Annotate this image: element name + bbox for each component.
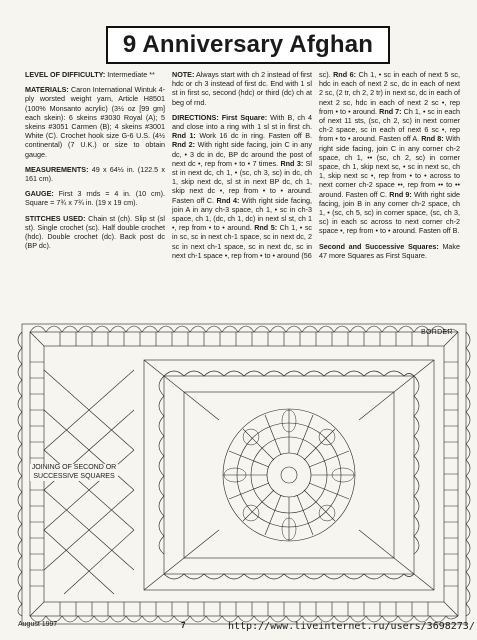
rnd8-label: Rnd 8: — [421, 134, 444, 144]
directions-paragraph — [172, 113, 312, 260]
materials-paragraph — [25, 85, 165, 159]
continued-text: sc). — [319, 70, 331, 79]
column-2 — [172, 70, 312, 266]
rnd2-label: Rnd 2: — [172, 140, 195, 150]
footer-date: August 1997 — [18, 621, 58, 628]
joining-label: JOINING OF SECOND OR SUCCESSIVE SQUARES — [31, 464, 117, 480]
stitches-text: Chain st (ch). Slip st (sl st). Single crochet (sc). Half double crochet (hdc). Double crochet (dc). Back post dc (BP dc). — [25, 213, 166, 251]
measurements-label: MEASUREMENTS: — [25, 164, 89, 174]
rnd4-label: Rnd 4: — [216, 195, 240, 205]
page-number: 7 — [181, 621, 186, 630]
stitches-label: STITCHES USED: — [25, 213, 86, 223]
rnd7-text: Ch 1, • sc in each of next 11 sts, (sc, ch 2, sc) in next corner ch-2 space, sc in each of next 6 sc •, rep from • to • around. Fasten off A. — [319, 106, 461, 144]
rnd8-text: With right side facing, join C in any corner ch-2 space, ch 1, •• (sc, ch 2, sc) in corner space, ch 1, skip next sc, • sc in next sc, ch 1, skip next sc •, rep from • to • across to next corner ch-2 space ••, rep from •• to •• around. Fasten off C. — [319, 134, 460, 199]
source-url: http://www.liveinternet.ru/users/3698273/ — [228, 621, 475, 632]
directions-label: DIRECTIONS: First Square: — [172, 112, 268, 122]
note-paragraph — [172, 70, 312, 107]
second-squares-text: Make 47 more Squares as First Square. — [319, 241, 461, 260]
rnd6-text: Ch 1, • sc in each of next 5 sc, hdc in each of next 2 sc, dc in each of next 2 sc, (2 tr, ch 2, 2 tr) in next sc, dc in each of next 2 sc, hdc in each of next 2 sc •, rep from • to • around. — [319, 70, 461, 116]
rnd7-label: Rnd 7: — [379, 106, 402, 116]
note-text: Always start with ch 2 instead of first hdc or ch 3 instead of first dc. End with 1 sl st in first sc, second (hdc) or third (dc) ch at beg of rnd. — [172, 70, 312, 107]
rnd9-label: Rnd 9: — [389, 189, 412, 199]
stitches-paragraph — [25, 214, 165, 251]
gauge-text: First 3 rnds = 4 in. (10 cm). Square = 7¾ x 7¾ in. (19 x 19 cm). — [25, 189, 166, 208]
level-label: LEVEL OF DIFFICULTY: — [25, 70, 106, 79]
directions-text: With B, ch 4 and close into a ring with 1 sl st in first ch. — [172, 112, 312, 132]
note-label: NOTE: — [172, 70, 195, 79]
measurements-paragraph — [25, 165, 165, 183]
rnd4-text: With right side facing, join A in any ch-3 space, ch 1, • sc in ch-3 space, ch 1, (dc, ch 1, dc) in next sl st, ch 1 •, rep from • to • around. — [172, 195, 313, 233]
gauge-paragraph — [25, 189, 165, 207]
measurements-text: 49 x 64½ in. (122.5 x 161 cm). — [25, 164, 165, 184]
gauge-label: GAUGE: — [25, 189, 54, 199]
rounds-continued-paragraph — [319, 70, 460, 236]
second-squares-paragraph — [319, 242, 460, 260]
column-3 — [319, 70, 460, 266]
rnd6-label: Rnd 6: — [333, 70, 356, 79]
second-squares-label: Second and Successive Squares: — [319, 241, 439, 251]
rnd2-text: With right side facing, join C in any dc, • 3 dc in dc, BP dc around the post of next dc •, rep from • to • 7 times. — [172, 140, 313, 168]
rnd5-label: Rnd 5: — [254, 223, 278, 233]
title-box — [106, 26, 390, 64]
level-value: Intermediate ** — [107, 70, 155, 79]
materials-label: MATERIALS: — [25, 85, 69, 95]
border-label: BORDER — [421, 329, 453, 336]
materials-text: Caron International Wintuk 4-ply worsted weight yarn, Article H8501 (100% Monsanto acrylic) (3½ oz [99 gm] each skein): 6 skeins #3030 Royal (A); 5 skeins #3051 Carmen (B); 4 skeins #3001 White (C). Crochet hook size G-6 U.S. (4½ continental) (7 U.K.) or size to obtain gauge. — [25, 85, 166, 159]
rnd1-label: Rnd 1: — [172, 131, 196, 141]
rnd9-text: With right side facing, join B in any corner ch-2 space, ch 1, • (sc, ch 5, sc) in corner space, (sc, ch 3, sc) in each sc across to next corner ch-2 space •, rep from • to • around. Fasten off B. — [319, 189, 461, 236]
page-title: 9 Anniversary Afghan — [122, 31, 374, 58]
rnd3-label: Rnd 3: — [280, 158, 304, 168]
column-1 — [25, 70, 165, 256]
rnd5-text: Ch 1, • sc in sc, sc in next ch-1 space, sc in next dc, 2 sc in next ch-1 space, sc in next dc, sc in next ch-1 space •, rep from • to • around (56 — [172, 223, 313, 260]
rnd3-text: Sl st in next dc, ch 1, • (sc, ch 3, sc) in dc, ch 1, skip next dc, sl st in next BP dc, ch 1, skip next dc •, rep from • to • around. Fasten off C. — [172, 158, 313, 205]
rnd1-text: Work 16 dc in ring. Fasten off B. — [199, 131, 313, 141]
difficulty-paragraph — [25, 70, 165, 79]
